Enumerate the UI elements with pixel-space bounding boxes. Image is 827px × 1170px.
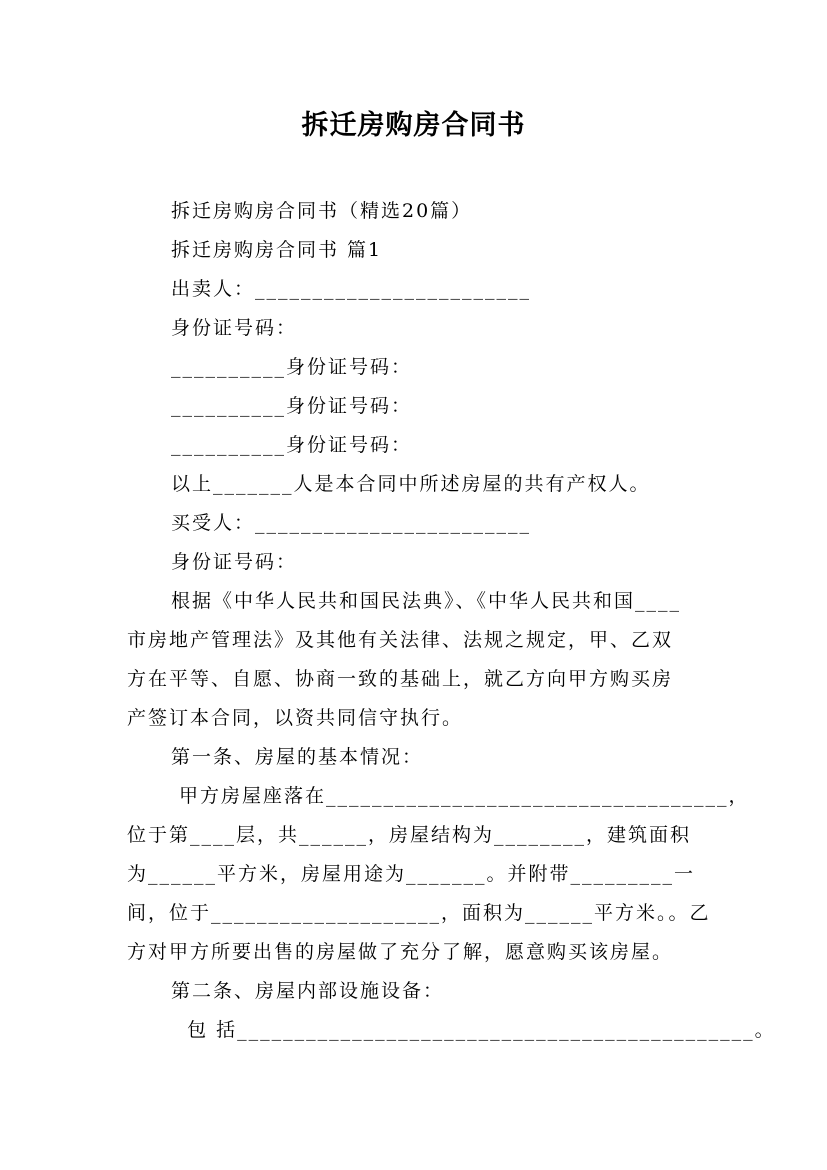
preamble-line-1: 根据《中华人民共和国民法典》、《中华人民共和国____ xyxy=(171,590,682,612)
article-1-line-3: 为______平方米，房屋用途为_______。并附带_________一 xyxy=(127,863,696,885)
id-number-label: 身份证号码： xyxy=(171,317,298,339)
article-1-line-5: 方对甲方所要出售的房屋做了充分了解，愿意购买该房屋。 xyxy=(127,941,674,963)
article-1-line-1: 甲方房屋座落在___________________________________， xyxy=(171,785,750,807)
article-1-line-2: 位于第____层，共______，房屋结构为________，建筑面积 xyxy=(127,824,692,846)
preamble-line-4: 产签订本合同，以资共同信守执行。 xyxy=(127,707,464,729)
co-owner-id-3: __________身份证号码： xyxy=(171,434,413,456)
article-1-line-4: 间，位于____________________，面积为______平方米。。乙 xyxy=(127,902,711,924)
preamble-line-3: 方在平等、自愿、协商一致的基础上，就乙方向甲方购买房 xyxy=(127,668,674,690)
co-owners-statement: 以上_______人是本合同中所述房屋的共有产权人。 xyxy=(171,473,651,495)
seller-field: 出卖人：________________________ xyxy=(171,278,532,300)
article-1-heading: 第一条、房屋的基本情况： xyxy=(171,746,424,768)
article-2-heading: 第二条、房屋内部设施设备： xyxy=(171,980,445,1002)
doc-line-2: 拆迁房购房合同书 篇1 xyxy=(171,239,383,261)
co-owner-id-1: __________身份证号码： xyxy=(171,356,413,378)
preamble-line-2: 市房地产管理法》及其他有关法律、法规之规定，甲、乙双 xyxy=(127,629,674,651)
co-owner-id-2: __________身份证号码： xyxy=(171,395,413,417)
document-title: 拆迁房购房合同书 xyxy=(301,110,526,141)
buyer-id-label: 身份证号码： xyxy=(171,551,298,573)
buyer-field: 买受人：________________________ xyxy=(171,512,532,534)
doc-line-1: 拆迁房购房合同书（精选20篇） xyxy=(171,200,473,222)
article-2-line-1: 包 括_____________________________________________。 xyxy=(171,1019,776,1041)
